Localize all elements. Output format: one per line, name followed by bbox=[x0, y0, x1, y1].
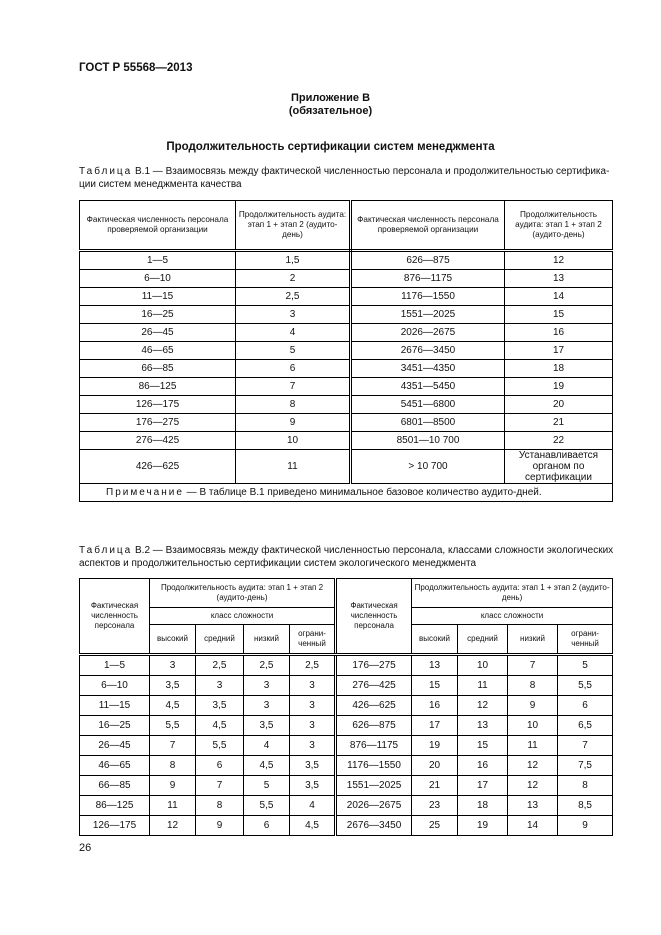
table2-row-cell: 15 bbox=[458, 736, 508, 756]
table2-row-cell: 4 bbox=[290, 796, 336, 816]
table1-row-cell: 16 bbox=[505, 324, 613, 342]
table2-row-cell: 5,5 bbox=[150, 716, 196, 736]
section-title: Продолжительность сертификации систем менеджмента bbox=[166, 141, 495, 153]
table2-row-cell: 3 bbox=[290, 696, 336, 716]
table2-row-cell: 12 bbox=[508, 776, 558, 796]
table2-row-cell: 6—10 bbox=[80, 676, 150, 696]
table2-row bbox=[80, 736, 613, 756]
table1-header-count-left: Фактическая численность персонала проверяемой организации bbox=[80, 201, 236, 251]
table1-row-cell: 16—25 bbox=[80, 306, 236, 324]
table2-row-cell: 2,5 bbox=[290, 655, 336, 676]
table2-row-cell: 2,5 bbox=[244, 655, 290, 676]
table1-row-cell: 276—425 bbox=[80, 432, 236, 450]
table1-row-cell: 3 bbox=[236, 306, 351, 324]
table1-row-cell: 14 bbox=[505, 288, 613, 306]
page-number: 26 bbox=[79, 842, 92, 854]
table1-row-cell: 7 bbox=[236, 378, 351, 396]
table2-row-cell: 3 bbox=[290, 736, 336, 756]
table1-row-cell: 3451—4350 bbox=[351, 360, 505, 378]
table1-row-cell: 26—45 bbox=[80, 324, 236, 342]
table2-header-complexity-left: класс сложности bbox=[150, 608, 336, 625]
table2-row-cell: 9 bbox=[558, 816, 613, 836]
table1-row-cell: 876—1175 bbox=[351, 270, 505, 288]
table2-row-cell: 3 bbox=[244, 676, 290, 696]
table2-row-cell: 1176—1550 bbox=[336, 756, 412, 776]
table1 bbox=[79, 200, 613, 502]
table1-row bbox=[80, 251, 613, 270]
table2-row-cell: 9 bbox=[196, 816, 244, 836]
table2-row-cell: 18 bbox=[458, 796, 508, 816]
table1-row bbox=[80, 288, 613, 306]
document-code: ГОСТ Р 55568—2013 bbox=[79, 62, 193, 74]
table2-row-cell: 4,5 bbox=[196, 716, 244, 736]
table2-row-cell: 13 bbox=[458, 716, 508, 736]
table2-row-cell: 11 bbox=[508, 736, 558, 756]
table2-header-duration-right: Продолжительность аудита: этап 1 + этап 2 (аудито-день) bbox=[412, 579, 613, 608]
table2-row-cell: 1551—2025 bbox=[336, 776, 412, 796]
table2-row bbox=[80, 796, 613, 816]
table2-row-cell: 6 bbox=[244, 816, 290, 836]
table2-row-cell: 6 bbox=[196, 756, 244, 776]
table2-row-cell: 7 bbox=[508, 655, 558, 676]
table1-row bbox=[80, 306, 613, 324]
table2-row-cell: 13 bbox=[412, 655, 458, 676]
table2-row-cell: 6,5 bbox=[558, 716, 613, 736]
table1-row-cell: 2 bbox=[236, 270, 351, 288]
table2-row bbox=[80, 756, 613, 776]
table2-row-cell: 7 bbox=[196, 776, 244, 796]
table1-row-cell: 12 bbox=[505, 251, 613, 270]
table1-header-row bbox=[80, 201, 613, 251]
table1-row-cell: Устанавливается органом по сертификации bbox=[505, 450, 613, 484]
table2-row-cell: 5 bbox=[244, 776, 290, 796]
table2-row-cell: 12 bbox=[150, 816, 196, 836]
table2-caption bbox=[79, 545, 619, 570]
table1-row-cell: > 10 700 bbox=[351, 450, 505, 484]
table2-row-cell: 3,5 bbox=[150, 676, 196, 696]
table1-row-cell: 426—625 bbox=[80, 450, 236, 484]
table2-row-cell: 7 bbox=[558, 736, 613, 756]
table1-row-cell: 13 bbox=[505, 270, 613, 288]
appendix-title: Приложение В bbox=[290, 92, 371, 104]
table2-row-cell: 3 bbox=[196, 676, 244, 696]
table2-row-cell: 2026—2675 bbox=[336, 796, 412, 816]
table2-row-cell: 3 bbox=[290, 716, 336, 736]
table1-row-cell: 11—15 bbox=[80, 288, 236, 306]
table2-row-cell: 21 bbox=[412, 776, 458, 796]
table1-caption-text: В.1 — Взаимосвязь между фактической численностью персонала и продолжительностью сертифика-ции систем менеджмента качества bbox=[79, 166, 610, 190]
table1-note-text: — В таблице В.1 приведено минимальное базовое количество аудито-дней. bbox=[186, 487, 542, 498]
table1-row-cell: 1176—1550 bbox=[351, 288, 505, 306]
table2-row-cell: 176—275 bbox=[336, 655, 412, 676]
table2-row-cell: 3,5 bbox=[196, 696, 244, 716]
table1-row-cell: 21 bbox=[505, 414, 613, 432]
table2-row-cell: 17 bbox=[412, 716, 458, 736]
table1-row bbox=[80, 396, 613, 414]
table2-row-cell: 4,5 bbox=[150, 696, 196, 716]
table1-row bbox=[80, 342, 613, 360]
table1-row-cell: 17 bbox=[505, 342, 613, 360]
table2-header-medium-left: средний bbox=[196, 625, 244, 655]
table2-row-cell: 46—65 bbox=[80, 756, 150, 776]
table1-row bbox=[80, 324, 613, 342]
table1-row-cell: 1551—2025 bbox=[351, 306, 505, 324]
appendix-subtitle: (обязательное) bbox=[288, 105, 373, 117]
table2-row-cell: 8 bbox=[508, 676, 558, 696]
table1-row-cell: 2026—2675 bbox=[351, 324, 505, 342]
table2-row-cell: 3,5 bbox=[290, 756, 336, 776]
table2-row bbox=[80, 676, 613, 696]
table2-row-cell: 19 bbox=[412, 736, 458, 756]
table2-row-cell: 2676—3450 bbox=[336, 816, 412, 836]
table2-header-high-left: высокий bbox=[150, 625, 196, 655]
table2-header-low-right: низкий bbox=[508, 625, 558, 655]
table1-row-cell: 46—65 bbox=[80, 342, 236, 360]
table1-header-duration-right: Продолжительность аудита: этап 1 + этап 2 (аудито-день) bbox=[505, 201, 613, 251]
table1-row bbox=[80, 360, 613, 378]
table2-body bbox=[80, 655, 613, 836]
table1-row-cell: 626—875 bbox=[351, 251, 505, 270]
table1-row-cell: 10 bbox=[236, 432, 351, 450]
table1-row-cell: 5451—6800 bbox=[351, 396, 505, 414]
table1-row-cell: 18 bbox=[505, 360, 613, 378]
table2-row bbox=[80, 655, 613, 676]
table2-row-cell: 16 bbox=[412, 696, 458, 716]
table1-row-cell: 19 bbox=[505, 378, 613, 396]
table2-header-low-left: низкий bbox=[244, 625, 290, 655]
table2-header-count-right: Фактическая численность персонала bbox=[336, 579, 412, 655]
table1-header-count-right: Фактическая численность персонала проверяемой организации bbox=[351, 201, 505, 251]
table2-row-cell: 276—425 bbox=[336, 676, 412, 696]
table2-row-cell: 8 bbox=[150, 756, 196, 776]
table2-row-cell: 1—5 bbox=[80, 655, 150, 676]
table2-row-cell: 7,5 bbox=[558, 756, 613, 776]
table2-row-cell: 12 bbox=[508, 756, 558, 776]
table1-row-cell: 9 bbox=[236, 414, 351, 432]
table1-body bbox=[80, 251, 613, 484]
table2-row-cell: 4 bbox=[244, 736, 290, 756]
table1-row bbox=[80, 270, 613, 288]
table1-row-cell: 20 bbox=[505, 396, 613, 414]
table1-note-row bbox=[80, 484, 613, 502]
table2-row-cell: 9 bbox=[508, 696, 558, 716]
table2-row-cell: 16 bbox=[458, 756, 508, 776]
table2-header-limited-left: ограни-ченный bbox=[290, 625, 336, 655]
table2-row bbox=[80, 716, 613, 736]
table2-row-cell: 6 bbox=[558, 696, 613, 716]
table2-row bbox=[80, 816, 613, 836]
table2-row-cell: 426—625 bbox=[336, 696, 412, 716]
table1-row-cell: 2676—3450 bbox=[351, 342, 505, 360]
table2-row-cell: 14 bbox=[508, 816, 558, 836]
table2-row-cell: 17 bbox=[458, 776, 508, 796]
table2-row-cell: 3 bbox=[290, 676, 336, 696]
table1-caption bbox=[79, 166, 619, 191]
table1-header-duration-left: Продолжительность аудита: этап 1 + этап 2 (аудито-день) bbox=[236, 201, 351, 251]
table2-row-cell: 66—85 bbox=[80, 776, 150, 796]
table2-header-limited-right: ограни-ченный bbox=[558, 625, 613, 655]
table2-row-cell: 15 bbox=[412, 676, 458, 696]
table2-row-cell: 8 bbox=[558, 776, 613, 796]
table1-row bbox=[80, 432, 613, 450]
table2-row-cell: 25 bbox=[412, 816, 458, 836]
table1-note bbox=[80, 484, 613, 502]
table1-row bbox=[80, 378, 613, 396]
table2-row-cell: 876—1175 bbox=[336, 736, 412, 756]
table2-row-cell: 5,5 bbox=[244, 796, 290, 816]
table2-row-cell: 8,5 bbox=[558, 796, 613, 816]
table2-row-cell: 5,5 bbox=[196, 736, 244, 756]
table2-row-cell: 10 bbox=[458, 655, 508, 676]
table1-row-cell: 6 bbox=[236, 360, 351, 378]
table2-row-cell: 26—45 bbox=[80, 736, 150, 756]
table1-row-cell: 66—85 bbox=[80, 360, 236, 378]
table1-row-cell: 2,5 bbox=[236, 288, 351, 306]
table2-row-cell: 11—15 bbox=[80, 696, 150, 716]
table1-row-cell: 15 bbox=[505, 306, 613, 324]
table2-caption-text: В.2 — Взаимосвязь между фактической численностью персонала, классами сложности экологических аспектов и продолжительностью сертификации систем экологического менеджмента bbox=[79, 545, 614, 569]
table2-row-cell: 2,5 bbox=[196, 655, 244, 676]
table2-row-cell: 20 bbox=[412, 756, 458, 776]
table1-row bbox=[80, 414, 613, 432]
table1-row-cell: 6—10 bbox=[80, 270, 236, 288]
table2-header-high-right: высокий bbox=[412, 625, 458, 655]
table2-row bbox=[80, 696, 613, 716]
table2-row-cell: 3,5 bbox=[244, 716, 290, 736]
table2 bbox=[79, 578, 613, 836]
table2-row-cell: 13 bbox=[508, 796, 558, 816]
table1-note-label: Примечание bbox=[106, 487, 184, 498]
table2-row-cell: 4,5 bbox=[290, 816, 336, 836]
table2-row-cell: 3 bbox=[244, 696, 290, 716]
table1-row-cell: 11 bbox=[236, 450, 351, 484]
table2-row-cell: 23 bbox=[412, 796, 458, 816]
table2-row-cell: 16—25 bbox=[80, 716, 150, 736]
table1-row-cell: 8501—10 700 bbox=[351, 432, 505, 450]
table1-row-cell: 8 bbox=[236, 396, 351, 414]
table2-row-cell: 11 bbox=[150, 796, 196, 816]
table2-header-medium-right: средний bbox=[458, 625, 508, 655]
table2-header-count-left: Фактическая численность персонала bbox=[80, 579, 150, 655]
table2-row-cell: 4,5 bbox=[244, 756, 290, 776]
table2-row-cell: 3,5 bbox=[290, 776, 336, 796]
table1-row-cell: 86—125 bbox=[80, 378, 236, 396]
table1-caption-label: Таблица bbox=[79, 166, 133, 177]
table1-row-cell: 126—175 bbox=[80, 396, 236, 414]
table1-row-cell: 176—275 bbox=[80, 414, 236, 432]
table1-row-cell: 1—5 bbox=[80, 251, 236, 270]
table2-row-cell: 9 bbox=[150, 776, 196, 796]
table1-row-cell: 22 bbox=[505, 432, 613, 450]
table2-header-complexity-right: класс сложности bbox=[412, 608, 613, 625]
table2-row-cell: 10 bbox=[508, 716, 558, 736]
table1-row-cell: 6801—8500 bbox=[351, 414, 505, 432]
table1-row bbox=[80, 450, 613, 484]
table2-row-cell: 126—175 bbox=[80, 816, 150, 836]
table2-row-cell: 5 bbox=[558, 655, 613, 676]
table2-row-cell: 8 bbox=[196, 796, 244, 816]
table2-row-cell: 626—875 bbox=[336, 716, 412, 736]
table1-row-cell: 4 bbox=[236, 324, 351, 342]
table2-row-cell: 5,5 bbox=[558, 676, 613, 696]
table2-row bbox=[80, 776, 613, 796]
table2-row-cell: 12 bbox=[458, 696, 508, 716]
table2-row-cell: 19 bbox=[458, 816, 508, 836]
table1-row-cell: 5 bbox=[236, 342, 351, 360]
table2-row-cell: 11 bbox=[458, 676, 508, 696]
table2-row-cell: 7 bbox=[150, 736, 196, 756]
table1-row-cell: 4351—5450 bbox=[351, 378, 505, 396]
table2-row-cell: 3 bbox=[150, 655, 196, 676]
table1-row-cell: 1,5 bbox=[236, 251, 351, 270]
table2-caption-label: Таблица bbox=[79, 545, 133, 556]
table2-header-duration-left: Продолжительность аудита: этап 1 + этап 2 (аудито-день) bbox=[150, 579, 336, 608]
table2-row-cell: 86—125 bbox=[80, 796, 150, 816]
